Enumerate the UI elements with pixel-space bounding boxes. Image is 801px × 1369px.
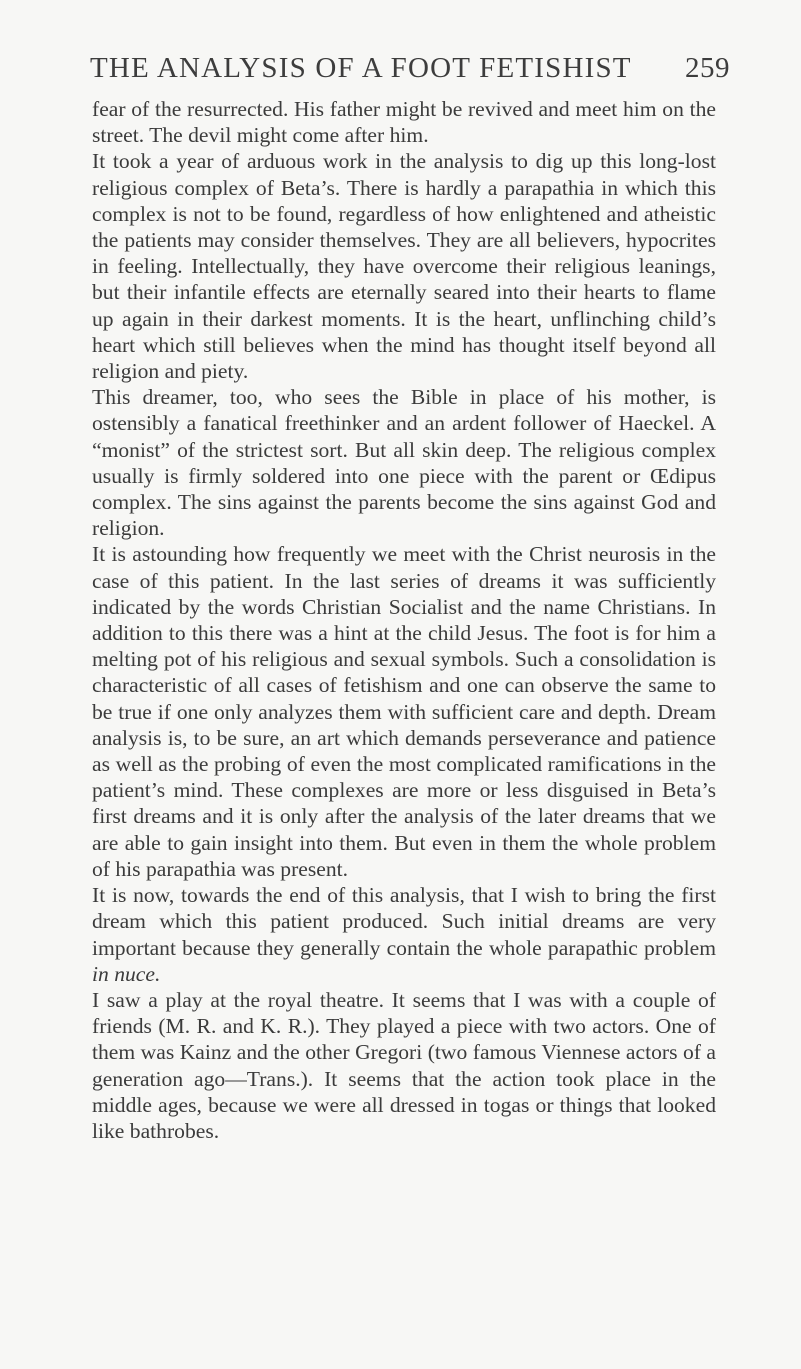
italic-phrase: in nuce.	[92, 961, 161, 986]
body-text	[92, 96, 716, 1144]
paragraph-4: It is astounding how frequently we meet with the Christ neurosis in the case of this patient. In the last series of dreams it was sufficiently indicated by the words Christian Socialist and the name Christians. In addition to this there was a hint at the child Jesus. The foot is for him a melting pot of his religious and sexual symbols. Such a consolidation is characteristic of all cases of fetishism and one can observe the same to be true if one only analyzes them with sufficient care and depth. Dream analysis is, to be sure, an art which demands perseverance and patience as well as the probing of even the most complicated ramifications in the patient’s mind. These complexes are more or less disguised in Beta’s first dreams and it is only after the analysis of the later dreams that we are able to gain insight into them. But even in them the whole problem of his parapathia was present.	[92, 542, 716, 881]
running-head	[90, 52, 730, 85]
paragraph-5-text: It is now, towards the end of this analysis, that I wish to bring the first dream which this patient produced. Such initial dreams are very important because they generally contain the whole parapathic problem	[92, 883, 716, 960]
paragraph-1: fear of the resurrected. His father might be revived and meet him on the street. The devil might come after him.	[92, 97, 716, 148]
page-number: 259	[685, 52, 730, 84]
paragraph-6: I saw a play at the royal theatre. It seems that I was with a couple of friends (M. R. and K. R.). They played a piece with two actors. One of them was Kainz and the other Gregori (two famous Viennese actors of a generation ago—Trans.). It seems that the action took place in the middle ages, because we were all dressed in togas or things that looked like bathrobes.	[92, 987, 716, 1143]
running-title: THE ANALYSIS OF A FOOT FETISHIST	[90, 52, 632, 84]
paragraph-5	[92, 882, 716, 987]
paragraph-2: It took a year of arduous work in the analysis to dig up this long-lost religious complex of Beta’s. There is hardly a parapathia in which this complex is not to be found, regardless of how enlightened and atheistic the patients may consider themselves. They are all believers, hypocrites in feeling. Intellectually, they have overcome their religious leanings, but their infantile effects are eternally seared into their hearts to flame up again in their darkest moments. It is the heart, unflinching child’s heart which still believes when the mind has thought itself beyond all religion and piety.	[92, 149, 716, 384]
paragraph-3: This dreamer, too, who sees the Bible in place of his mother, is ostensibly a fanatical freethinker and an ardent follower of Haeckel. A “monist” of the strictest sort. But all skin deep. The religious complex usually is firmly soldered into one piece with the parent or Œdipus complex. The sins against the parents become the sins against God and religion.	[92, 385, 716, 541]
